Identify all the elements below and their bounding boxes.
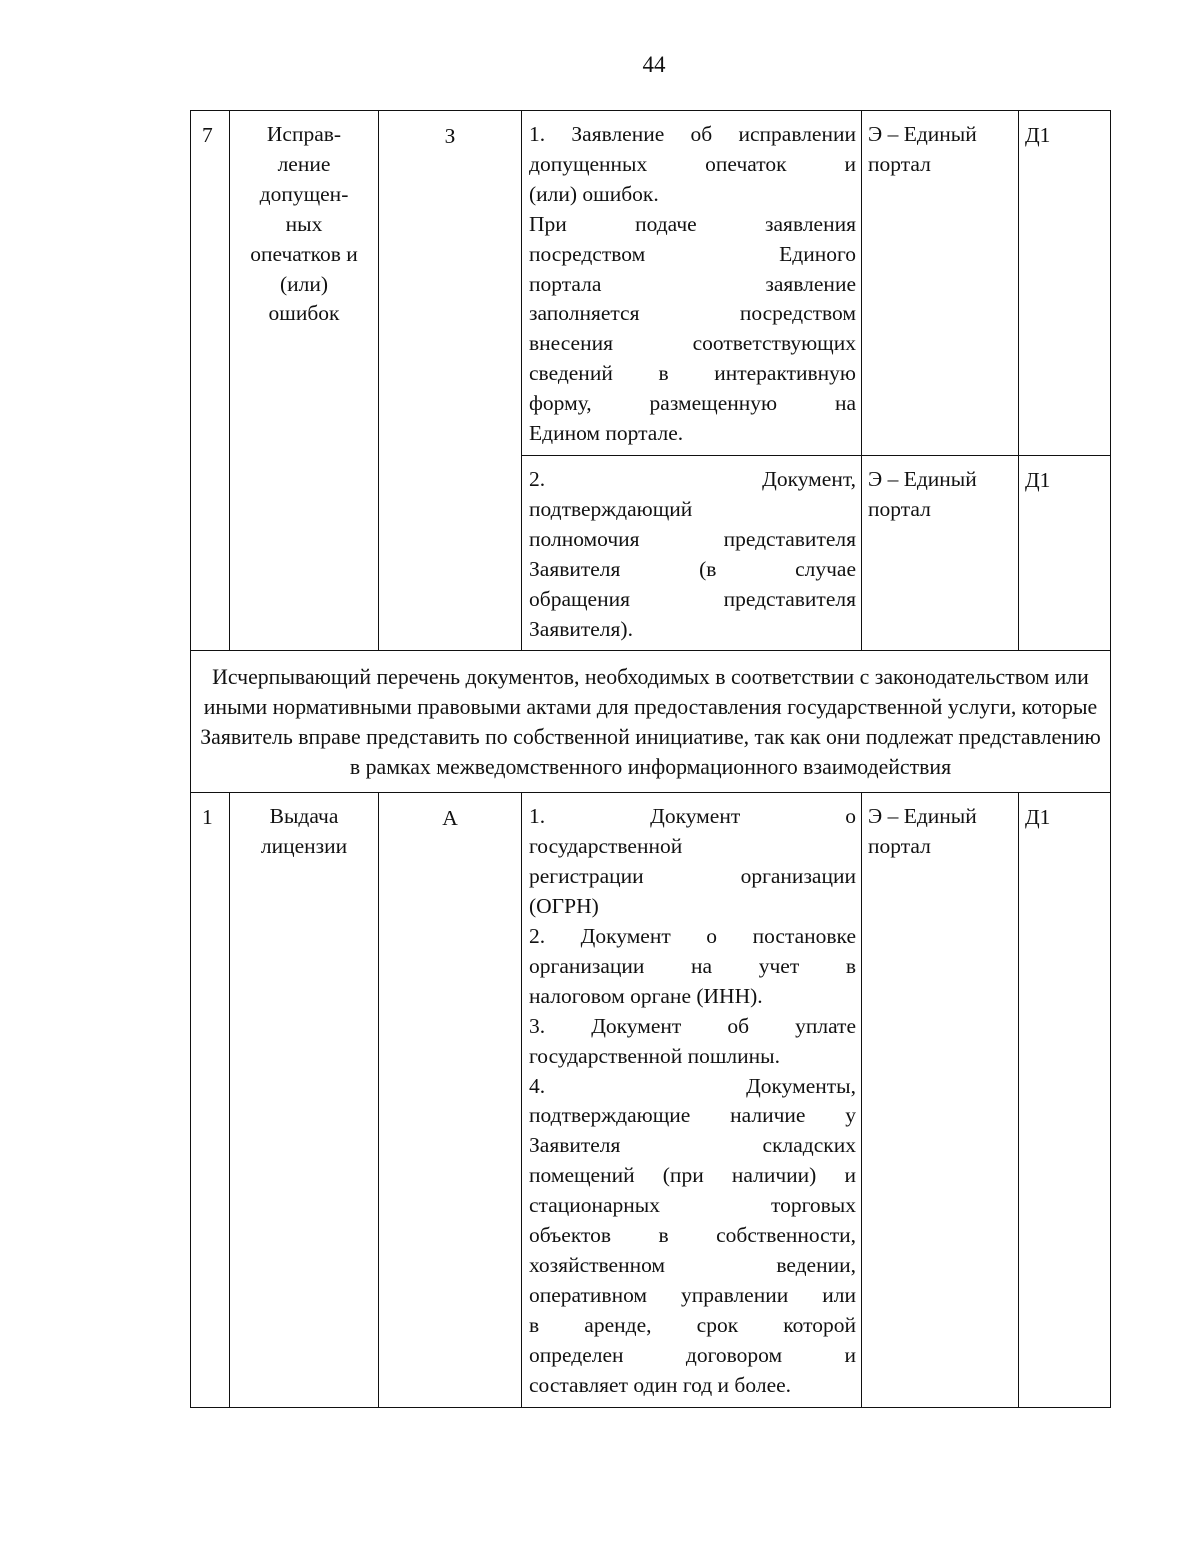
submission-channel: Э – Единый портал <box>862 793 1019 1407</box>
description-line: заполняется посредством <box>529 301 856 326</box>
document-code: Д1 <box>1019 455 1111 650</box>
description-line: организации на учет в <box>529 953 856 978</box>
description-line: в аренде, срок которой <box>529 1312 856 1337</box>
service-name: Выдача лицензии <box>230 793 379 1407</box>
description-line: полномочия представителя <box>529 526 856 551</box>
description-line: форму, размещенную на <box>529 391 856 416</box>
description-line: посредством Единого <box>529 241 856 266</box>
description-line: государственной <box>529 834 683 859</box>
page-number: 44 <box>642 52 666 77</box>
description-line: допущенных опечаток и <box>529 151 856 176</box>
applicant-category: З <box>379 111 522 651</box>
table-row <box>191 111 1111 456</box>
document-description <box>522 455 862 650</box>
row-number: 1 <box>191 793 230 1407</box>
description-line: государственной пошлины. <box>529 1043 780 1068</box>
description-line: внесения соответствующих <box>529 331 856 356</box>
description-line: хозяйственном ведении, <box>529 1253 856 1277</box>
section-header: Исчерпывающий перечень документов, необходимых в соответствии с законодательством или иными нормативными правовыми актами для предоставления государственной услуги, которые Заявитель вправе представить по собственной инициативе, так как они подлежат представлению в рамках межведомственного информационного взаимодействия <box>191 651 1111 793</box>
description-line: 1. Заявление об исправлении <box>529 122 856 146</box>
description-line: 2. Документ о постановке <box>529 924 856 949</box>
description-line: подтверждающий <box>529 496 693 521</box>
description-line: (или) ошибок. <box>529 181 659 206</box>
description-line: сведений в интерактивную <box>529 361 856 386</box>
description-line: портала заявление <box>529 271 856 296</box>
row-number: 7 <box>191 111 230 651</box>
description-line: 3. Документ об уплате <box>529 1013 856 1038</box>
description-line: налоговом органе (ИНН). <box>529 983 763 1008</box>
description-line: Заявителя складских <box>529 1133 856 1158</box>
document-code: Д1 <box>1019 793 1111 1407</box>
description-line: 4. Документы, <box>529 1073 856 1098</box>
document-code: Д1 <box>1019 111 1111 456</box>
description-line: При подаче заявления <box>529 211 856 236</box>
description-line: Заявителя). <box>529 616 633 641</box>
section-row <box>191 651 1111 793</box>
document-description <box>522 793 862 1407</box>
description-line: (ОГРН) <box>529 894 599 919</box>
description-line: 2. Документ, <box>529 466 856 491</box>
applicant-category: А <box>379 793 522 1407</box>
description-line: 1. Документ о <box>529 804 856 829</box>
description-line: подтверждающие наличие у <box>529 1103 856 1128</box>
service-name: Исправ- ление допущен- ных опечатков и (или) ошибок <box>230 111 379 651</box>
submission-channel: Э – Единый портал <box>862 455 1019 650</box>
description-line: объектов в собственности, <box>529 1223 856 1248</box>
table-row <box>191 793 1111 1407</box>
document-description <box>522 111 862 456</box>
description-line: обращения представителя <box>529 586 856 611</box>
description-line: оперативном управлении или <box>529 1282 856 1307</box>
documents-table <box>190 110 1111 1408</box>
description-line: составляет один год и более. <box>529 1372 792 1397</box>
submission-channel: Э – Единый портал <box>862 111 1019 456</box>
description-line: стационарных торговых <box>529 1193 856 1218</box>
description-line: определен договором и <box>529 1342 856 1367</box>
description-line: Заявителя (в случае <box>529 556 856 581</box>
description-line: Едином портале. <box>529 421 684 446</box>
description-line: регистрации организации <box>529 864 856 889</box>
description-line: помещений (при наличии) и <box>529 1163 856 1188</box>
